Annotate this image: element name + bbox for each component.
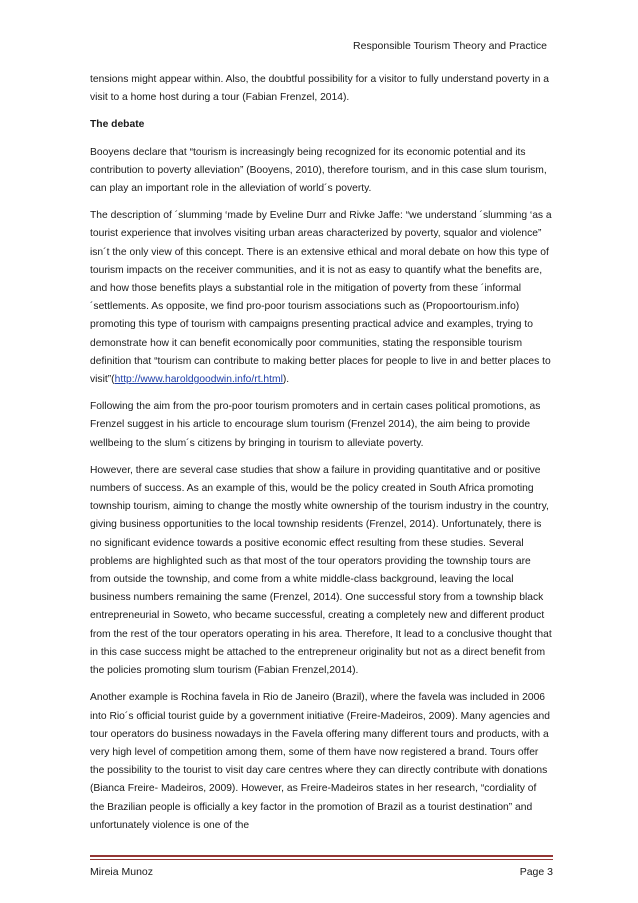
paragraph: Another example is Rochina favela in Rio de Janeiro (Brazil), where the favela was included in 2006 into Rio´s official tourist guide by a government initiative (Freire-Madeiros, 2009). Many agencies and tour operators do business nowadays in the Favela offering many different tours and products, with a very high level of competition among them, some of them have now registered a brand. Tours offer the possibility to the tourist to visit day care centres where they can directly contribute with donations (Bianca Freire- Madeiros, 2009). However, as Freire-Madeiros states in her research, “cordiality of the Brazilian people is officially a key factor in the promotion of Brazil as a tourist destination” and unfortunately violence is one of the: [90, 692, 550, 831]
footer-rule-thin: [90, 859, 553, 860]
footer-author: Mireia Munoz: [90, 866, 154, 878]
paragraph: However, there are several case studies that show a failure in providing quantitative and or positive numbers of success. As an example of this, would be the policy created in South Africa promoting township tourism, aiming to change the mostly white ownership of the tourism industry in the country, giving business opportunities to the local township residents (Frenzel, 2014). Unfortunately, there is no significant evidence towards a positive economic effect resulting from these studies. Several problems are highlighted such as that most of the tour operators providing the township tours are from outside the township, and come from a white middle-class background, leaving the local business numbers remaining the same (Frenzel, 2014). One successful story from a township black entrepreneurial in Soweto, who became successful, creating a completely new and different product from the rest of the tour operators operating in his area. Therefore, It lead to a conclusive thought that in this case success might be attached to the entrepreneur originality but not as a direct benefit from the policies promoting slum tourism (Fabian Frenzel,2014).: [90, 464, 552, 677]
paragraph: The description of ´slumming ‘made by Eveline Durr and Rivke Jaffe: “we understand ´slumming ‘as a tourist experience that involves visiting urban areas characterized by poverty, squalor and violence” isn´t the only view of this concept. There is an extensive ethical and moral debate on how this type of tourism impacts on the receiver communities, and it is not as easy to quantify what the benefits are, and how those benefits plays a substantial role in the mitigation of poverty from these ´informal ´settlements. As opposite, we find pro-poor tourism associations such as (Propoortourism.info) promoting this type of tourism with campaigns presenting practical advice and examples, trying to demonstrate how it can benefit economically poor communities, stating the responsible tourism definition that “tourism can contribute to making better places for people to live in and better places to visit”(http://www.haroldgoodwin.info/rt.html).: [90, 210, 552, 386]
page-number: Page 3: [519, 866, 553, 878]
paragraph-text: The description of ´slumming ‘made by Eveline Durr and Rivke Jaffe: “we understand ´slumming ‘as a tourist experience that involves visiting urban areas characterized by poverty, squalor and violence” isn´t the only view of this concept. There is an extensive ethical and moral debate on how this type of tourism impacts on the receiver communities, and it is not as easy to quantify what the benefits are, and how those benefits plays a substantial role in the mitigation of poverty from these ´informal ´settlements. As opposite, we find pro-poor tourism associations such as (Propoortourism.info) promoting this type of tourism with campaigns presenting practical advice and examples, trying to demonstrate how it can benefit economically poor communities, stating the responsible tourism definition that “tourism can contribute to making better places for people to live in and better places to visit”: [90, 210, 552, 386]
footer-rule: [90, 855, 553, 857]
paragraph: tensions might appear within. Also, the doubtful possibility for a visitor to fully understand poverty in a visit to a home host during a tour (Fabian Frenzel, 2014).: [90, 74, 550, 104]
document-body: [90, 71, 552, 844]
reference-link[interactable]: http://www.haroldgoodwin.info/rt.html: [114, 374, 283, 386]
paragraph: Following the aim from the pro-poor tourism promoters and in certain cases political promotions, as Frenzel suggest in his article to encourage slum tourism (Frenzel 2014), the aim being to provide wellbeing to the slum´s citizens by bringing in tourism to alleviate poverty.: [90, 401, 541, 449]
paragraph-text-end: ).: [282, 374, 290, 386]
running-header: Responsible Tourism Theory and Practice: [353, 40, 547, 52]
section-heading: The debate: [90, 119, 145, 131]
paragraph: Booyens declare that “tourism is increasingly being recognized for its economic potential and its contribution to poverty alleviation” (Booyens, 2010), therefore tourism, and in this case slum tourism, can play an important role in the alleviation of world´s poverty.: [90, 146, 547, 195]
